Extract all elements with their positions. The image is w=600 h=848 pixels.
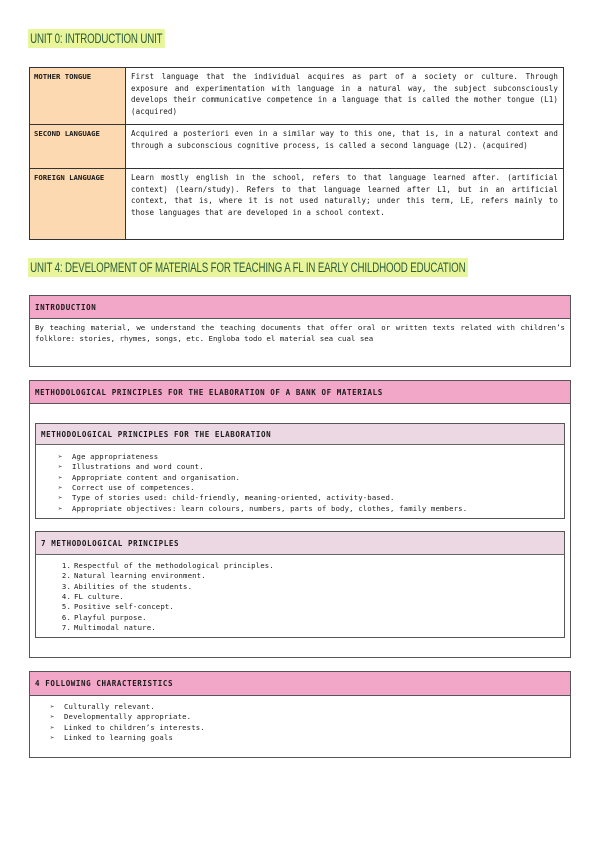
definition-cell: Learn mostly english in the school, refers to that language learned after. (artificial context) (learn/study). Refers to that language learned after L1, but in an artificial context, that is, where it is not used naturally; under this term, LE, refers mainly to those languages that are developed in a school context. [126, 169, 564, 240]
term-cell: MOTHER TONGUE [30, 68, 126, 125]
characteristics-section [29, 671, 571, 758]
introduction-header: INTRODUCTION [30, 296, 570, 319]
characteristics-header: 4 FOLLOWING CHARACTERISTICS [30, 672, 570, 696]
list-item: ➢ Culturally relevant. [50, 702, 155, 711]
table-row [30, 125, 564, 169]
introduction-section [29, 295, 571, 367]
elaboration-principles-header: METHODOLOGICAL PRINCIPLES FOR THE ELABORATION [36, 424, 564, 445]
glossary-table [29, 67, 564, 240]
list-item: ➢ Developmentally appropriate. [50, 712, 192, 722]
list-item: 1. Respectful of the methodological principles. [61, 561, 274, 570]
list-item: ➢ Correct use of competences. [58, 483, 195, 493]
arrow-bullet-icon: ➢ [58, 472, 63, 482]
term-cell: SECOND LANGUAGE [30, 125, 126, 169]
table-row [30, 169, 564, 240]
unit-0-heading: UNIT 0: INTRODUCTION UNIT [28, 29, 165, 48]
list-item: 7. Multimodal nature. [61, 623, 156, 633]
list-item: 6. Playful purpose. [61, 612, 147, 622]
unit-4-heading: UNIT 4: DEVELOPMENT OF MATERIALS FOR TEACHING A FL IN EARLY CHILDHOOD EDUCATION [28, 258, 468, 277]
list-item: 2. Natural learning environment. [61, 571, 206, 581]
list-item: ➢ Linked to learning goals [50, 733, 174, 743]
definition-cell: First language that the individual acquires as part of a society or culture. Through exposure and experimentation with language in a natural way, the subject subconsciously develops their communicative competence in a language that is called the mother tongue (L1)(acquired) [126, 68, 564, 125]
list-item: ➢ Linked to children’s interests. [50, 722, 205, 732]
arrow-bullet-icon: ➢ [58, 503, 63, 513]
seven-principles-list [36, 555, 564, 634]
arrow-bullet-icon: ➢ [58, 483, 63, 493]
list-item: ➢ Appropriate objectives: learn colours, numbers, parts of body, clothes, family members. [58, 503, 468, 513]
arrow-bullet-icon: ➢ [50, 712, 55, 722]
arrow-bullet-icon: ➢ [58, 493, 63, 503]
arrow-bullet-icon: ➢ [50, 733, 55, 743]
introduction-text: By teaching material, we understand the teaching documents that offer oral or written texts related with children’s folklore: stories, rhymes, songs, etc. Engloba todo el material sea cual sea [35, 323, 565, 343]
list-item: ➢ Type of stories used: child-friendly, meaning-oriented, activity-based. [58, 493, 395, 503]
seven-principles-header: 7 METHODOLOGICAL PRINCIPLES [36, 532, 564, 555]
table-row [30, 68, 564, 125]
list-item: ➢ Age appropriateness [58, 452, 159, 461]
term-cell: FOREIGN LANGUAGE [30, 169, 126, 240]
arrow-bullet-icon: ➢ [58, 462, 63, 472]
characteristics-list [30, 696, 570, 743]
list-item: 5. Positive self-concept. [61, 602, 174, 612]
elaboration-principles-list [36, 445, 564, 514]
list-item: ➢ Illustrations and word count. [58, 462, 204, 472]
bank-of-materials-header: METHODOLOGICAL PRINCIPLES FOR THE ELABORATION OF A BANK OF MATERIALS [30, 381, 570, 404]
list-item: 3. Abilities of the students. [61, 581, 193, 591]
arrow-bullet-icon: ➢ [50, 702, 55, 711]
seven-principles-section [35, 531, 565, 638]
list-item: ➢ Appropriate content and organisation. [58, 472, 241, 482]
elaboration-principles-section [35, 423, 565, 519]
bank-of-materials-section [29, 380, 571, 658]
definition-cell: Acquired a posteriori even in a similar way to this one, that is, in a natural context and through a subconscious cognitive process, is called a second language (L2). (acquired) [126, 125, 564, 169]
arrow-bullet-icon: ➢ [50, 722, 55, 732]
list-item: 4. FL culture. [61, 592, 124, 602]
arrow-bullet-icon: ➢ [58, 452, 63, 461]
